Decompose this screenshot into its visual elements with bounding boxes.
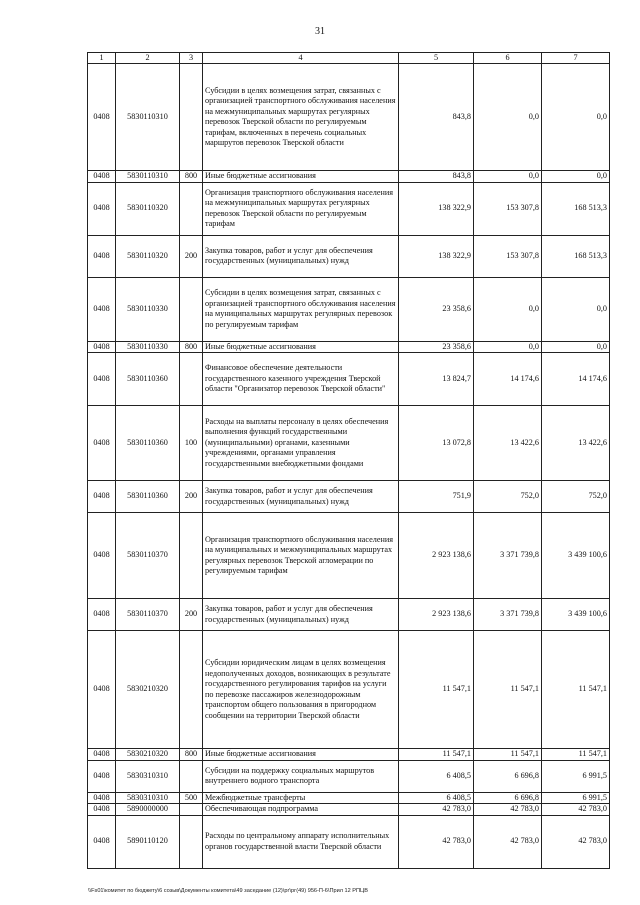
budget-table xyxy=(87,52,610,869)
amount-year3-cell: 0,0 xyxy=(542,64,610,171)
amount-year1-cell: 23 358,6 xyxy=(399,277,474,341)
column-header: 1 xyxy=(88,53,116,64)
amount-year2-cell: 3 371 739,8 xyxy=(474,513,542,599)
article-code-cell: 5830110310 xyxy=(116,171,180,183)
expense-type-cell xyxy=(180,277,203,341)
article-code-cell: 5830110330 xyxy=(116,277,180,341)
amount-year2-cell: 153 307,8 xyxy=(474,182,542,235)
amount-year3-cell: 0,0 xyxy=(542,277,610,341)
item-name-cell: Субсидии на поддержку социальных маршрутов внутреннего водного транспорта xyxy=(203,760,399,792)
article-code-cell: 5890000000 xyxy=(116,804,180,816)
expense-type-cell: 200 xyxy=(180,599,203,631)
table-row xyxy=(88,235,610,277)
amount-year2-cell: 0,0 xyxy=(474,341,542,353)
expense-type-cell: 800 xyxy=(180,341,203,353)
expense-type-cell xyxy=(180,804,203,816)
amount-year3-cell: 3 439 100,6 xyxy=(542,513,610,599)
amount-year1-cell: 138 322,9 xyxy=(399,182,474,235)
amount-year2-cell: 3 371 739,8 xyxy=(474,599,542,631)
table-row xyxy=(88,631,610,749)
section-code-cell: 0408 xyxy=(88,481,116,513)
item-name-cell: Закупка товаров, работ и услуг для обеспечения государственных (муниципальных) нужд xyxy=(203,599,399,631)
column-header: 3 xyxy=(180,53,203,64)
section-code-cell: 0408 xyxy=(88,182,116,235)
item-name-cell: Организация транспортного обслуживания населения на межмуниципальных маршрутах регулярных перевозок Тверской области по регулируемым тарифам xyxy=(203,182,399,235)
article-code-cell: 5830110360 xyxy=(116,406,180,481)
section-code-cell: 0408 xyxy=(88,804,116,816)
table-row xyxy=(88,353,610,406)
amount-year3-cell: 168 513,3 xyxy=(542,182,610,235)
expense-type-cell xyxy=(180,760,203,792)
amount-year2-cell: 0,0 xyxy=(474,277,542,341)
amount-year1-cell: 23 358,6 xyxy=(399,341,474,353)
amount-year3-cell: 0,0 xyxy=(542,341,610,353)
article-code-cell: 5830110320 xyxy=(116,235,180,277)
expense-type-cell xyxy=(180,815,203,868)
amount-year1-cell: 843,8 xyxy=(399,64,474,171)
item-name-cell: Иные бюджетные ассигнования xyxy=(203,749,399,761)
table-row xyxy=(88,406,610,481)
section-code-cell: 0408 xyxy=(88,341,116,353)
table-row xyxy=(88,481,610,513)
amount-year3-cell: 13 422,6 xyxy=(542,406,610,481)
item-name-cell: Субсидии юридическим лицам в целях возмещения недополученных доходов, возникающих в результате государственного регулирования тарифов на услуги по перевозке пассажиров железнодорожным транспортом общего пользования в пригородном сообщении на территории Тверской области xyxy=(203,631,399,749)
amount-year1-cell: 2 923 138,6 xyxy=(399,599,474,631)
item-name-cell: Закупка товаров, работ и услуг для обеспечения государственных (муниципальных) нужд xyxy=(203,235,399,277)
amount-year1-cell: 11 547,1 xyxy=(399,749,474,761)
table-row xyxy=(88,599,610,631)
column-header: 4 xyxy=(203,53,399,64)
article-code-cell: 5830310310 xyxy=(116,760,180,792)
column-header: 2 xyxy=(116,53,180,64)
amount-year2-cell: 6 696,8 xyxy=(474,792,542,804)
item-name-cell: Закупка товаров, работ и услуг для обеспечения государственных (муниципальных) нужд xyxy=(203,481,399,513)
table-row xyxy=(88,804,610,816)
amount-year2-cell: 6 696,8 xyxy=(474,760,542,792)
item-name-cell: Иные бюджетные ассигнования xyxy=(203,171,399,183)
table-row xyxy=(88,815,610,868)
article-code-cell: 5830110360 xyxy=(116,353,180,406)
article-code-cell: 5830110330 xyxy=(116,341,180,353)
amount-year3-cell: 14 174,6 xyxy=(542,353,610,406)
item-name-cell: Организация транспортного обслуживания населения на муниципальных и межмуниципальных маршрутах регулярных перевозок Тверской агломерации по регулируемым тарифам xyxy=(203,513,399,599)
article-code-cell: 5830210320 xyxy=(116,749,180,761)
section-code-cell: 0408 xyxy=(88,760,116,792)
amount-year2-cell: 14 174,6 xyxy=(474,353,542,406)
amount-year1-cell: 11 547,1 xyxy=(399,631,474,749)
amount-year1-cell: 42 783,0 xyxy=(399,815,474,868)
column-header: 5 xyxy=(399,53,474,64)
article-code-cell: 5830110360 xyxy=(116,481,180,513)
amount-year3-cell: 11 547,1 xyxy=(542,631,610,749)
amount-year3-cell: 11 547,1 xyxy=(542,749,610,761)
table-header-row xyxy=(88,53,610,64)
column-header: 7 xyxy=(542,53,610,64)
amount-year3-cell: 42 783,0 xyxy=(542,804,610,816)
item-name-cell: Обеспечивающая подпрограмма xyxy=(203,804,399,816)
amount-year2-cell: 153 307,8 xyxy=(474,235,542,277)
amount-year1-cell: 6 408,5 xyxy=(399,760,474,792)
file-path-footer: \\Fs01\комитет по бюджету\6 созыв\Документы комитета\49 заседание (12)\рг\рг(49) 956-П-6\Прил 12 РПЦВ xyxy=(88,888,368,894)
expense-type-cell: 500 xyxy=(180,792,203,804)
amount-year3-cell: 168 513,3 xyxy=(542,235,610,277)
amount-year3-cell: 752,0 xyxy=(542,481,610,513)
amount-year3-cell: 0,0 xyxy=(542,171,610,183)
section-code-cell: 0408 xyxy=(88,749,116,761)
article-code-cell: 5830110310 xyxy=(116,64,180,171)
amount-year1-cell: 751,9 xyxy=(399,481,474,513)
section-code-cell: 0408 xyxy=(88,792,116,804)
article-code-cell: 5830110370 xyxy=(116,513,180,599)
item-name-cell: Иные бюджетные ассигнования xyxy=(203,341,399,353)
amount-year3-cell: 3 439 100,6 xyxy=(542,599,610,631)
table-row xyxy=(88,341,610,353)
amount-year2-cell: 13 422,6 xyxy=(474,406,542,481)
expense-type-cell: 800 xyxy=(180,171,203,183)
amount-year3-cell: 6 991,5 xyxy=(542,760,610,792)
amount-year1-cell: 138 322,9 xyxy=(399,235,474,277)
table-row xyxy=(88,792,610,804)
expense-type-cell xyxy=(180,513,203,599)
amount-year3-cell: 6 991,5 xyxy=(542,792,610,804)
section-code-cell: 0408 xyxy=(88,353,116,406)
section-code-cell: 0408 xyxy=(88,235,116,277)
table-row xyxy=(88,760,610,792)
amount-year1-cell: 2 923 138,6 xyxy=(399,513,474,599)
amount-year1-cell: 843,8 xyxy=(399,171,474,183)
table-row xyxy=(88,513,610,599)
item-name-cell: Финансовое обеспечение деятельности государственного казенного учреждения Тверской области "Организатор перевозок Тверской области" xyxy=(203,353,399,406)
item-name-cell: Расходы на выплаты персоналу в целях обеспечения выполнения функций государственными (муниципальными) органами, казенными учреждениями, органами управления государственными внебюджетными фондами xyxy=(203,406,399,481)
article-code-cell: 5830110320 xyxy=(116,182,180,235)
section-code-cell: 0408 xyxy=(88,631,116,749)
item-name-cell: Субсидии в целях возмещения затрат, связанных с организацией транспортного обслуживания населения на муниципальных маршрутах регулярных перевозок по регулируемым тарифам xyxy=(203,277,399,341)
expense-type-cell xyxy=(180,64,203,171)
article-code-cell: 5890110120 xyxy=(116,815,180,868)
amount-year1-cell: 42 783,0 xyxy=(399,804,474,816)
table-row xyxy=(88,64,610,171)
amount-year2-cell: 42 783,0 xyxy=(474,804,542,816)
section-code-cell: 0408 xyxy=(88,406,116,481)
table-row xyxy=(88,749,610,761)
expense-type-cell: 100 xyxy=(180,406,203,481)
item-name-cell: Субсидии в целях возмещения затрат, связанных с организацией транспортного обслуживания населения на межмуниципальных маршрутах регулярных перевозок Тверской области по регулируемым тарифам, включенных в перечень социальных маршрутов перевозок Тверской области xyxy=(203,64,399,171)
amount-year2-cell: 0,0 xyxy=(474,64,542,171)
amount-year2-cell: 0,0 xyxy=(474,171,542,183)
article-code-cell: 5830310310 xyxy=(116,792,180,804)
amount-year3-cell: 42 783,0 xyxy=(542,815,610,868)
section-code-cell: 0408 xyxy=(88,277,116,341)
page-number: 31 xyxy=(315,26,325,37)
expense-type-cell: 800 xyxy=(180,749,203,761)
expense-type-cell xyxy=(180,182,203,235)
article-code-cell: 5830210320 xyxy=(116,631,180,749)
expense-type-cell: 200 xyxy=(180,235,203,277)
table-row xyxy=(88,171,610,183)
table-row xyxy=(88,182,610,235)
section-code-cell: 0408 xyxy=(88,815,116,868)
amount-year2-cell: 42 783,0 xyxy=(474,815,542,868)
section-code-cell: 0408 xyxy=(88,171,116,183)
amount-year1-cell: 13 824,7 xyxy=(399,353,474,406)
amount-year2-cell: 752,0 xyxy=(474,481,542,513)
table-row xyxy=(88,277,610,341)
section-code-cell: 0408 xyxy=(88,64,116,171)
expense-type-cell xyxy=(180,353,203,406)
column-header: 6 xyxy=(474,53,542,64)
item-name-cell: Межбюджетные трансферты xyxy=(203,792,399,804)
article-code-cell: 5830110370 xyxy=(116,599,180,631)
amount-year1-cell: 13 072,8 xyxy=(399,406,474,481)
amount-year2-cell: 11 547,1 xyxy=(474,631,542,749)
amount-year2-cell: 11 547,1 xyxy=(474,749,542,761)
amount-year1-cell: 6 408,5 xyxy=(399,792,474,804)
section-code-cell: 0408 xyxy=(88,513,116,599)
expense-type-cell xyxy=(180,631,203,749)
section-code-cell: 0408 xyxy=(88,599,116,631)
item-name-cell: Расходы по центральному аппарату исполнительных органов государственной власти Тверской области xyxy=(203,815,399,868)
expense-type-cell: 200 xyxy=(180,481,203,513)
